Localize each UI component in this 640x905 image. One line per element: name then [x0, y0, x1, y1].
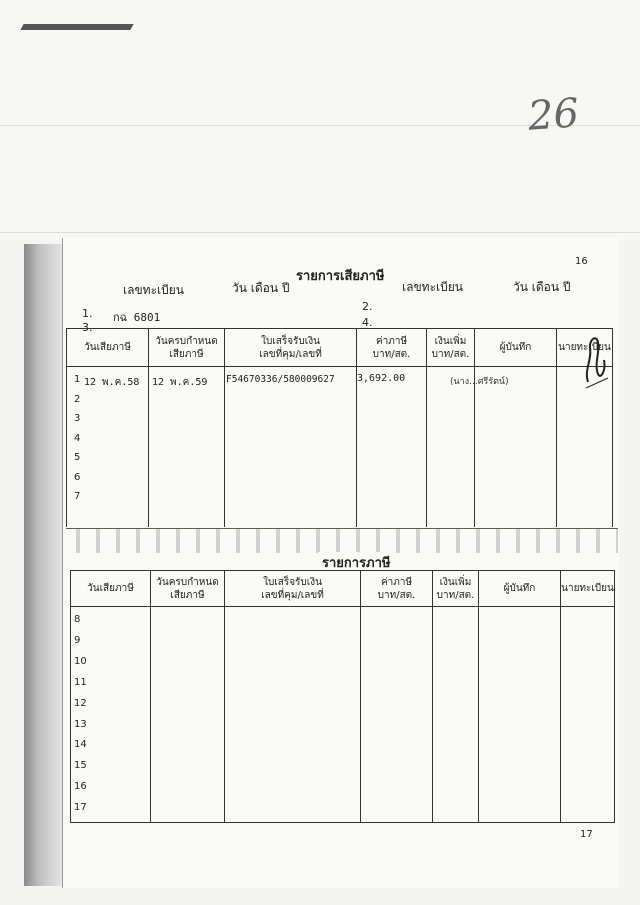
handwritten-page-number: 26	[526, 90, 581, 140]
col-header-due-date: วันครบกำหนด เสียภาษี	[149, 329, 225, 367]
reg-no-3: 3.	[82, 321, 93, 334]
col-header-pay-date: วันเสียภาษี	[67, 329, 149, 367]
top-section-title: รายการเสียภาษี	[296, 269, 385, 284]
reg-label-left: เลขทะเบียน	[123, 283, 184, 297]
table-cell	[225, 367, 357, 527]
entry-pay-date: 12 พ.ค.58	[84, 377, 140, 388]
table-cell	[479, 607, 561, 823]
row-number: 10	[74, 655, 87, 667]
table-cell	[225, 607, 361, 823]
separator-band	[66, 528, 618, 553]
date-label-left: วัน เดือน ปี	[232, 281, 290, 295]
col-header-registrar: นายทะเบียน	[561, 571, 615, 607]
table-cell	[151, 607, 225, 823]
col-header-surcharge: เงินเพิ่ม บาท/สต.	[427, 329, 475, 367]
scan-corner-mark	[20, 24, 133, 30]
col-header-registrar: นายทะเบียน	[557, 329, 613, 367]
row-number: 12	[74, 697, 87, 709]
row-number: 8	[74, 614, 81, 625]
row-number: 6	[74, 471, 81, 483]
registrar-signature	[582, 330, 610, 390]
col-header-receipt: ใบเสร็จรับเงิน เลขที่คุม/เลขที่	[225, 571, 361, 607]
date-label-right: วัน เดือน ปี	[513, 280, 571, 294]
row-number: 5	[74, 452, 81, 463]
faint-rule	[0, 232, 640, 233]
col-header-due-date: วันครบกำหนด เสียภาษี	[151, 571, 225, 607]
col-header-recorder: ผู้บันทึก	[479, 571, 561, 607]
table-cell	[561, 607, 615, 823]
row-number: 1	[74, 374, 81, 385]
row-number: 9	[74, 634, 81, 646]
table-cell	[557, 367, 613, 527]
reg-no-4: 4.	[362, 316, 373, 329]
row-number: 3	[74, 413, 81, 424]
row-number: 16	[74, 781, 87, 793]
row-number: 11	[74, 676, 87, 688]
col-header-receipt: ใบเสร็จรับเงิน เลขที่คุม/เลขที่	[225, 329, 357, 367]
scan-shadow	[24, 244, 64, 886]
bottom-tax-table	[70, 570, 615, 823]
table-cell	[357, 367, 427, 527]
entry-receipt: F54670336/580009627	[226, 374, 335, 385]
col-header-tax: ค่าภาษี บาท/สต.	[361, 571, 433, 607]
reg-value-1: กฉ 6801	[113, 311, 161, 324]
recorder-stamp: (นาง...ศรีรัตน์)	[450, 377, 509, 387]
top-row-numbers	[74, 370, 80, 507]
row-number: 4	[74, 432, 81, 444]
table-cell	[433, 607, 479, 823]
reg-no-1: 1.	[82, 307, 93, 320]
page-number-top: 16	[575, 256, 588, 267]
bottom-row-numbers	[74, 610, 87, 819]
row-number: 14	[74, 739, 87, 751]
row-number: 17	[74, 802, 87, 814]
col-header-surcharge: เงินเพิ่ม บาท/สต.	[433, 571, 479, 607]
table-cell	[475, 367, 557, 527]
col-header-recorder: ผู้บันทึก	[475, 329, 557, 367]
col-header-pay-date: วันเสียภาษี	[71, 571, 151, 607]
reg-no-2: 2.	[362, 300, 373, 313]
table-cell	[427, 367, 475, 527]
reg-label-right: เลขทะเบียน	[402, 280, 463, 294]
row-number: 15	[74, 760, 87, 772]
top-tax-table	[66, 328, 613, 527]
bottom-section-title: รายการภาษี	[318, 552, 395, 573]
row-number: 13	[74, 718, 87, 730]
col-header-tax: ค่าภาษี บาท/สต.	[357, 329, 427, 367]
row-number: 7	[74, 491, 81, 502]
table-cell	[361, 607, 433, 823]
entry-due-date: 12 พ.ค.59	[152, 377, 208, 388]
row-number: 2	[74, 393, 81, 405]
page-number-bottom: 17	[580, 829, 593, 840]
entry-tax: 3,692.00	[357, 373, 406, 384]
table-cell	[149, 367, 225, 527]
